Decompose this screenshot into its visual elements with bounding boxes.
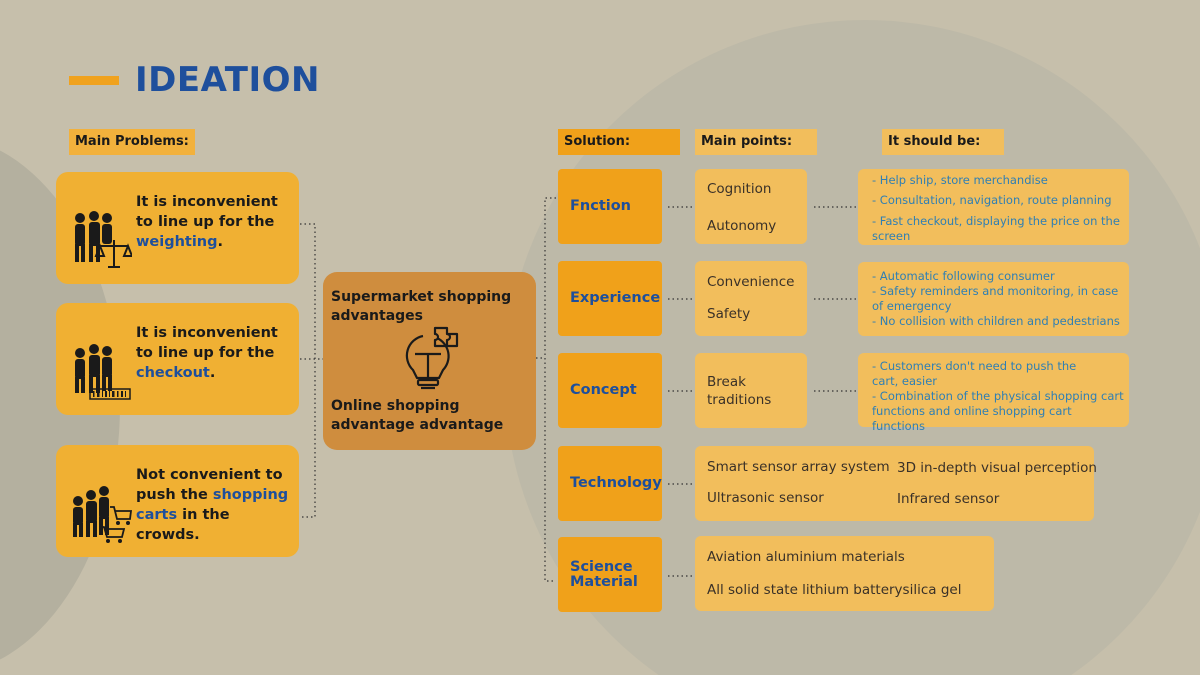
- should-item: - No collision with children and pedestrians: [872, 314, 1120, 328]
- should-item: - Help ship, store merchandise: [872, 173, 1048, 187]
- solution-concept: Concept: [558, 353, 662, 428]
- should-item: - Safety reminders and monitoring, in case of emergency: [872, 284, 1119, 313]
- solution-technology: Technology: [558, 446, 662, 521]
- should-item: - Consultation, navigation, route planning: [872, 193, 1112, 207]
- should-be-experience: [858, 262, 1129, 336]
- should-item: - Automatic following consumer: [872, 269, 1055, 283]
- should-be-concept: [858, 353, 1129, 433]
- should-be-fnction: [858, 169, 1129, 245]
- points-concept: [695, 353, 807, 428]
- solution-experience: Experience: [558, 261, 662, 336]
- supermarket-advantages-text: Supermarket shopping advantages: [331, 289, 512, 324]
- problem-text-part: in the crowds.: [136, 507, 230, 543]
- should-item: - Customers don't need to push the cart, easier: [872, 359, 1077, 388]
- point-item: Break traditions: [707, 374, 772, 408]
- problem-highlight: shopping carts: [136, 487, 289, 523]
- people-scale-icon: [70, 210, 132, 270]
- problem-card-checkout: [56, 303, 299, 415]
- problem-text-checkout: [136, 323, 296, 383]
- point-item: 3D in-depth visual perception: [897, 460, 1097, 476]
- should-item: - Fast checkout, displaying the price on the screen: [872, 214, 1120, 243]
- points-science-material: [695, 536, 994, 611]
- points-experience: [695, 261, 807, 336]
- point-item: Safety: [707, 306, 751, 322]
- point-item: Autonomy: [707, 218, 777, 234]
- solution-label: Solution:: [558, 129, 680, 155]
- solutions-bracket-line: [545, 198, 556, 581]
- people-cart-icon: [70, 483, 132, 543]
- solution-science-material: Science Material: [558, 537, 662, 612]
- points-technology: [695, 446, 1097, 521]
- problem-highlight: weighting: [136, 234, 218, 250]
- it-should-be-label: It should be:: [882, 129, 1004, 155]
- title-accent-bar: [69, 76, 119, 85]
- points-fnction: [695, 169, 807, 244]
- point-item: Infrared sensor: [897, 491, 1000, 507]
- problem-text-shopping-carts: [136, 465, 296, 545]
- should-item: - Combination of the physical shopping cart functions and online shopping cart functions: [872, 389, 1124, 433]
- center-advantages-card: [323, 272, 536, 450]
- lightbulb-puzzle-icon: [401, 324, 465, 394]
- problem-highlight: checkout: [136, 365, 210, 381]
- problem-text-part: Not convenient to push the: [136, 467, 283, 503]
- problem-text-part: It is inconvenient to line up for the: [136, 325, 278, 361]
- main-problems-label: Main Problems:: [69, 129, 195, 155]
- main-points-label: Main points:: [695, 129, 817, 155]
- people-barcode-icon: [70, 341, 132, 401]
- problem-card-shopping-carts: [56, 445, 299, 557]
- point-item: Ultrasonic sensor: [707, 490, 824, 506]
- solution-fnction: Fnction: [558, 169, 662, 244]
- problem-text-part: .: [209, 365, 216, 381]
- point-item: Convenience: [707, 274, 795, 290]
- point-item: Aviation aluminium materials: [707, 549, 905, 565]
- problems-bracket-line: [300, 224, 315, 517]
- problem-text-part: .: [217, 234, 224, 250]
- problem-text-weighting: [136, 192, 296, 252]
- point-item: Smart sensor array system: [707, 459, 890, 475]
- online-advantages-text: Online shopping advantage advantage: [331, 398, 504, 433]
- problem-text-part: It is inconvenient to line up for the: [136, 194, 278, 230]
- point-item: Cognition: [707, 181, 772, 197]
- point-item: All solid state lithium batterysilica gel: [707, 582, 962, 598]
- page-title: IDEATION: [135, 60, 320, 100]
- problem-card-weighting: [56, 172, 299, 284]
